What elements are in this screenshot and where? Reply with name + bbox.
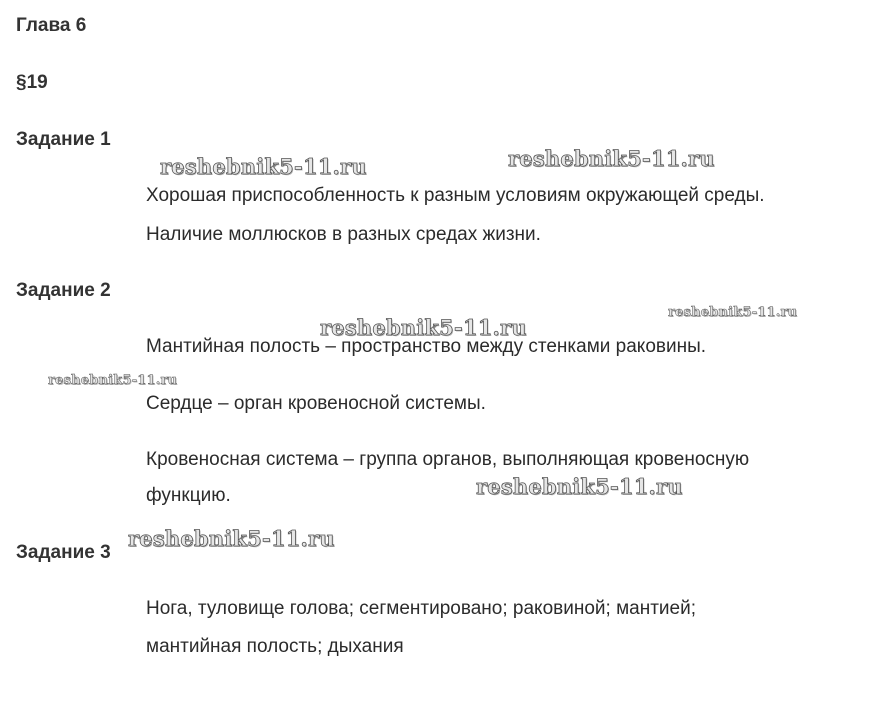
task-2-line-2: Сердце – орган кровеносной системы.	[146, 393, 486, 414]
task-3-title: Задание 3	[16, 542, 111, 563]
task-2-line-4: функцию.	[146, 485, 231, 506]
task-2-line-1: Мантийная полость – пространство между стенками раковины.	[146, 336, 707, 357]
watermark: reshebnik5-11.ru	[48, 373, 178, 388]
watermark: reshebnik5-11.ru	[508, 146, 715, 171]
task-1-line-2: Наличие моллюсков в разных средах жизни.	[146, 224, 541, 245]
watermark: reshebnik5-11.ru	[476, 474, 683, 499]
section-title: §19	[16, 72, 48, 93]
chapter-title: Глава 6	[16, 15, 87, 36]
task-2-title: Задание 2	[16, 280, 111, 301]
task-1-line-1: Хорошая приспособленность к разным условиям окружающей среды.	[146, 185, 765, 206]
watermark: reshebnik5-11.ru	[160, 154, 367, 179]
watermark: reshebnik5-11.ru	[128, 526, 335, 551]
watermark: reshebnik5-11.ru	[668, 305, 798, 320]
task-3-line-1: Нога, туловище голова; сегментировано; раковиной; мантией;	[146, 598, 696, 619]
task-2-line-3: Кровеносная система – группа органов, выполняющая кровеносную	[146, 449, 750, 470]
task-1-title: Задание 1	[16, 129, 111, 150]
watermark: reshebnik5-11.ru	[320, 315, 527, 340]
task-3-line-2: мантийная полость; дыхания	[146, 636, 404, 657]
